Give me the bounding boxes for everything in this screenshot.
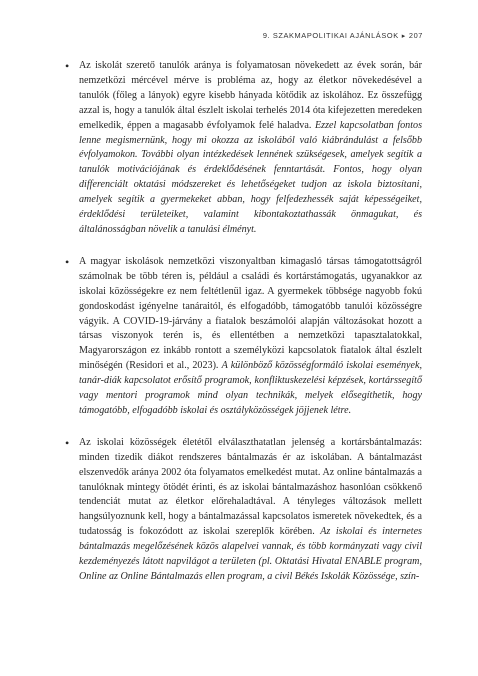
bullet-dot-icon: • <box>65 435 70 450</box>
italic-recommendation: Az iskolai és internetes bántalmazás megelőzésének közös alapelvei vannak, és több kormányzati vagy civil kezdeményezés látott napvilágot a területen (pl. Oktatási Hivatal ENABLE program, Online az Online Bántalmazás ellen program, a civil Békés Iskolák Közössége, szín- <box>79 526 422 582</box>
running-header <box>263 31 423 40</box>
bullet-item-iskola-szeretet <box>63 59 422 238</box>
bullet-dot-icon: • <box>65 59 70 73</box>
page-number: 207 <box>408 31 423 40</box>
italic-recommendation: Ezzel kapcsolatban fontos lenne megismernünk, hogy mi okozza az iskolából való kiábrándulást a felsőbb évfolyamokon. További olyan intézkedések lennének szükségesek, amelyek segítik a tanulók motivációjának és érdeklődésének fenntartását. Fontos, hogy olyan differenciált oktatási módszereket és lehetőségeket tudjon az iskola biztosítani, amelyek segítik a gyermekeket abban, hogy felfedezhessék saját képességeiket, érdeklődési területeiket, valamint kibontakoztathassák önmagukat, és általánosságban növelik a tanulási élményt. <box>79 119 422 235</box>
paragraph <box>79 436 422 585</box>
section-title: 9. SZAKMAPOLITIKAI AJÁNLÁSOK <box>262 31 399 40</box>
bullet-dot-icon: • <box>65 254 70 269</box>
triangle-separator-icon: ▸ <box>401 33 406 40</box>
italic-recommendation: A különböző közösségformáló iskolai események, tanár-diák kapcsolatot erősítő programok, konfliktuskezelési képzések, kortárssegítő vagy mentori programok mind olyan technikák, melyek elősegíthetik, hogy támogatóbb, elfogadóbb iskolai és osztályközösségek jöjjenek létre. <box>79 360 422 416</box>
main-text <box>63 59 422 602</box>
plain-text: A magyar iskolások nemzetközi viszonyaltban kimagasló társas támogatottságról számolnak be több téren is, például a családi és kortárstámogatás, ugyanakkor az iskolai közösségekre ez nem feltétlenül igaz. A gyermekek többsége nagyobb fokú gondoskodást igényelne tanáraitól, és elfogadóbb, támogatóbb tanulói közösségre vágyik. A COVID-19-járvány a fiatalok beszámolói alapján változásokat hozott a társas viszonyok terén is, és ellentétben a nemzetközi tapasztalatokkal, Magyarországon ez inkább rontott a személyközi kapcsolatok fiatalok által észlelt minőségén (Residori et al., 2023). <box>79 255 422 372</box>
paragraph <box>79 59 422 238</box>
bullet-item-kortarsbantalmazas <box>63 436 422 585</box>
paragraph <box>79 255 422 419</box>
plain-text: Az iskolai közösségek életétől elválaszthatatlan jelenség a kortársbántalmazás: minden tizedik diákot rendszeres bántalmazás ér az iskolában. A bántalmazást elszenvedők aránya 2002 óta folyamatos emelkedést mutat. Az online bántalmazás a tanulóknak mintegy ötödét érinti, és az iskolai bántalmazáshoz hasonlóan csökkenő tendenciát mutat az életkor előrehaladtával. A tényleges változások mellett hangsúlyoznunk kell, hogy a bántalmazással kapcsolatos ismeretek növekedtek, és a tudatosság is fokozódott az iskolai szereplők körében. <box>79 436 422 538</box>
bullet-item-tarsas-tamogatottsag <box>63 255 422 419</box>
plain-text: Az iskolát szerető tanulók aránya is folyamatosan növekedett az évek során, bár nemzetközi mércével mérve is probléma az, hogy az életkor növekedésével a tanulók (főleg a lányok) egyre kisebb hányada kötődik az iskolához. Ez összefügg azzal is, hogy a tanulók által észlelt iskolai terhelés 2014 óta kifejezetten meredeken emelkedik, éppen a magasabb évfolyamok felé haladva. <box>79 60 422 131</box>
